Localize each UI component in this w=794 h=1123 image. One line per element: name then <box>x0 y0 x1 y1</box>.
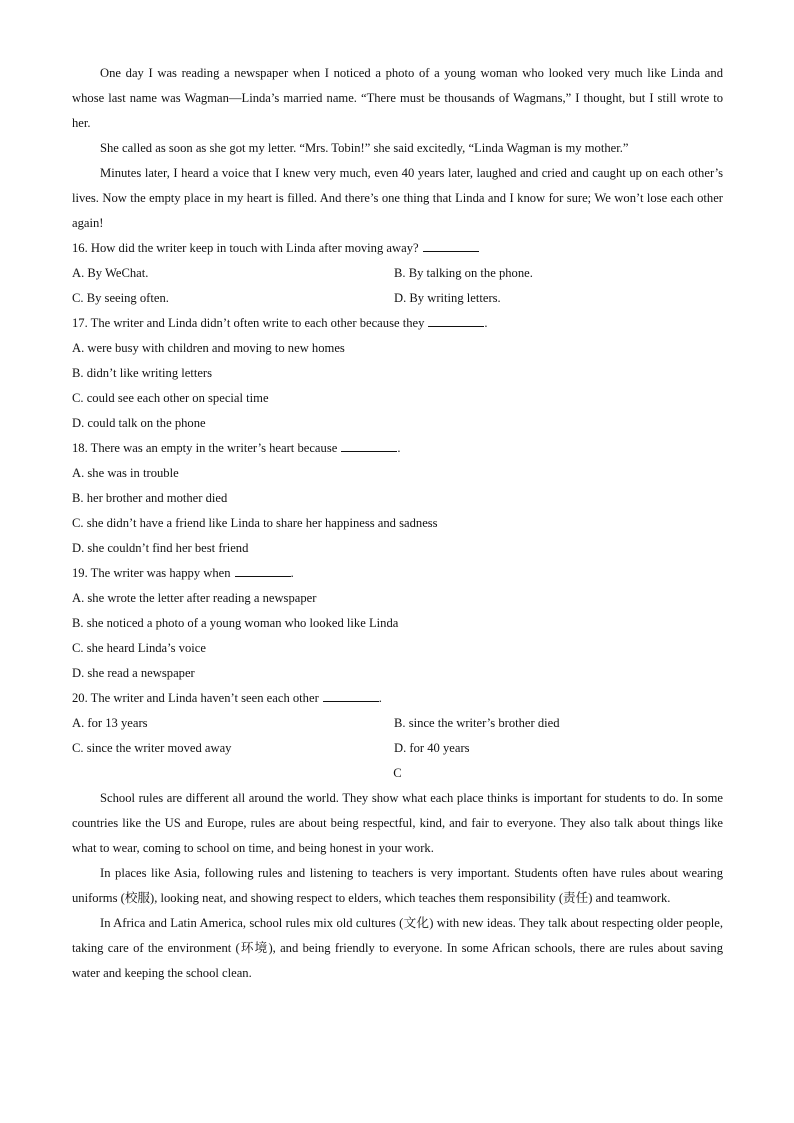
question-20-options-row <box>72 711 723 736</box>
question-17-stem: 17. The writer and Linda didn’t often write to each other because they . <box>72 311 723 336</box>
question-16-options-row <box>72 286 723 311</box>
passage-b-paragraph: She called as soon as she got my letter. “Mrs. Tobin!” she said excitedly, “Linda Wagman is my mother.” <box>100 141 629 155</box>
option-a[interactable]: A. By WeChat. <box>72 266 149 280</box>
exam-page <box>72 61 723 986</box>
option-b[interactable]: B. she noticed a photo of a young woman who looked like Linda <box>72 616 399 630</box>
option-c[interactable]: C. she didn’t have a friend like Linda to share her happiness and sadness <box>72 516 438 530</box>
option-b[interactable]: B. her brother and mother died <box>72 491 228 505</box>
answer-blank[interactable] <box>341 437 397 452</box>
option-b[interactable]: B. By talking on the phone. <box>394 266 533 280</box>
answer-blank[interactable] <box>323 687 379 702</box>
option-b[interactable]: B. since the writer’s brother died <box>394 716 560 730</box>
passage-c-paragraph: School rules are different all around the world. They show what each place thinks is important for students to do. In some countries like the US and Europe, rules are about being respectful, kind, and fair to everyone. They also talk about things like what to wear, coming to school on time, and being honest in your work. <box>72 791 723 855</box>
option-d[interactable]: D. she read a newspaper <box>72 666 195 680</box>
option-a[interactable]: A. for 13 years <box>72 716 148 730</box>
passage-c-heading: C <box>393 766 402 780</box>
answer-blank[interactable] <box>423 237 479 252</box>
question-18-stem: 18. There was an empty in the writer’s heart because . <box>72 436 723 461</box>
option-a[interactable]: A. she wrote the letter after reading a newspaper <box>72 591 317 605</box>
option-c[interactable]: C. she heard Linda’s voice <box>72 641 206 655</box>
question-16-stem: 16. How did the writer keep in touch with Linda after moving away? <box>72 236 723 261</box>
option-c[interactable]: C. could see each other on special time <box>72 391 269 405</box>
option-d[interactable]: D. she couldn’t find her best friend <box>72 541 249 555</box>
option-d[interactable]: D. could talk on the phone <box>72 416 206 430</box>
answer-blank[interactable] <box>235 562 291 577</box>
option-c[interactable]: C. since the writer moved away <box>72 741 232 755</box>
option-c[interactable]: C. By seeing often. <box>72 291 169 305</box>
passage-c-paragraph: In Africa and Latin America, school rules mix old cultures (文化) with new ideas. They talk about respecting older people, taking care of the environment (环境), and being friendly to everyone. In some African schools, there are rules about saving water and keeping the school clean. <box>72 916 723 980</box>
passage-c-paragraph: In places like Asia, following rules and listening to teachers is very important. Students often have rules about wearing uniforms (校服), looking neat, and showing respect to elders, which teaches them responsibility (责任) and teamwork. <box>72 866 723 905</box>
question-16-options-row <box>72 261 723 286</box>
question-19-stem: 19. The writer was happy when . <box>72 561 723 586</box>
passage-b-paragraph: One day I was reading a newspaper when I noticed a photo of a young woman who looked very much like Linda and whose last name was Wagman—Linda’s married name. “There must be thousands of Wagmans,” I thought, but I still wrote to her. <box>72 66 723 130</box>
option-d[interactable]: D. for 40 years <box>394 741 470 755</box>
answer-blank[interactable] <box>428 312 484 327</box>
option-a[interactable]: A. she was in trouble <box>72 466 179 480</box>
option-b[interactable]: B. didn’t like writing letters <box>72 366 213 380</box>
option-d[interactable]: D. By writing letters. <box>394 291 501 305</box>
question-20-stem: 20. The writer and Linda haven’t seen each other . <box>72 686 723 711</box>
question-20-options-row <box>72 736 723 761</box>
option-a[interactable]: A. were busy with children and moving to new homes <box>72 341 345 355</box>
passage-b-paragraph: Minutes later, I heard a voice that I knew very much, even 40 years later, laughed and cried and caught up on each other’s lives. Now the empty place in my heart is filled. And there’s one thing that Linda and I know for sure; We won’t lose each other again! <box>72 166 723 230</box>
